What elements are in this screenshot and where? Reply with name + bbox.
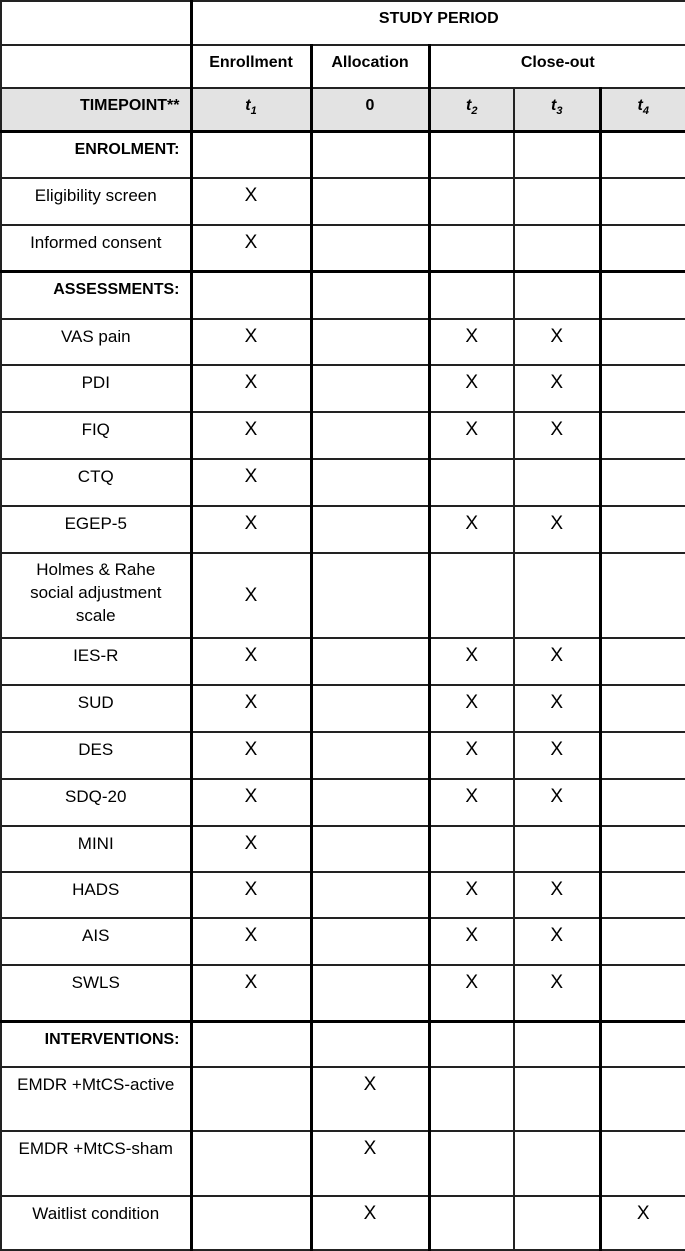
mark-cell: [311, 685, 429, 732]
mark-cell: [311, 779, 429, 826]
mark-cell: [191, 1131, 311, 1196]
mark-cell: [429, 319, 514, 365]
row-label: PDI: [2, 366, 190, 394]
mark-cell: [311, 1196, 429, 1250]
check-mark: X: [431, 320, 514, 348]
empty-cell: [311, 271, 429, 319]
timepoint-0: [311, 88, 429, 131]
check-mark: [602, 966, 685, 971]
mark-cell: [514, 412, 600, 459]
check-mark: [515, 1197, 599, 1202]
mark-cell: [514, 1196, 600, 1250]
table-row: [1, 178, 685, 225]
mark-cell: [191, 872, 311, 918]
check-mark: [313, 686, 428, 691]
row-label: EMDR +MtCS-active: [2, 1068, 190, 1096]
table-row: [1, 685, 685, 732]
check-mark: X: [193, 226, 310, 254]
check-mark: X: [193, 320, 310, 348]
row-label-cell: [1, 412, 191, 459]
mark-cell: [600, 685, 685, 732]
table-row: [1, 918, 685, 965]
mark-cell: [429, 826, 514, 872]
mark-cell: [514, 225, 600, 271]
mark-cell: [600, 638, 685, 685]
check-mark: [313, 413, 428, 418]
check-mark: X: [193, 584, 310, 607]
table-row: [1, 872, 685, 918]
row-label-cell: [1, 506, 191, 553]
timepoint-t3: [514, 88, 600, 131]
mark-cell: [191, 1067, 311, 1131]
row-label-cell: [1, 553, 191, 638]
mark-cell: [514, 826, 600, 872]
row-label: Waitlist condition: [2, 1197, 190, 1225]
mark-cell: [514, 638, 600, 685]
check-mark: X: [193, 507, 310, 535]
check-mark: [515, 460, 599, 465]
check-mark: X: [431, 733, 514, 761]
mark-cell: [429, 553, 514, 638]
timepoint-t4: [600, 88, 685, 131]
empty-cell: [600, 131, 685, 178]
mark-cell: [429, 1196, 514, 1250]
check-mark: X: [431, 966, 514, 994]
check-mark: X: [515, 919, 599, 947]
check-mark: [602, 366, 685, 371]
check-mark: [313, 179, 428, 184]
mark-cell: [311, 365, 429, 412]
mark-cell: [311, 872, 429, 918]
mark-cell: [514, 918, 600, 965]
mark-cell: [600, 965, 685, 1021]
empty-cell: [600, 271, 685, 319]
check-mark: X: [515, 366, 599, 394]
timepoint-base: t: [551, 97, 556, 114]
check-mark: [515, 179, 599, 184]
check-mark: [602, 733, 685, 738]
check-mark: [313, 780, 428, 785]
section-title: ENROLMENT:: [2, 133, 180, 161]
check-mark: X: [431, 413, 514, 441]
check-mark: [602, 460, 685, 465]
check-mark: [431, 1132, 514, 1137]
section-title-cell: [1, 1021, 191, 1067]
timepoint-sub: 4: [643, 105, 649, 117]
mark-cell: [311, 918, 429, 965]
timepoint-sub: 1: [251, 105, 257, 117]
mark-cell: [311, 459, 429, 506]
row-label: EGEP-5: [2, 507, 190, 535]
row-label-cell: [1, 178, 191, 225]
empty-cell: [514, 131, 600, 178]
check-mark: [515, 226, 599, 231]
table-row: [1, 506, 685, 553]
table-row: [1, 1067, 685, 1131]
mark-cell: [191, 225, 311, 271]
check-mark: X: [193, 460, 310, 488]
check-mark: [313, 639, 428, 644]
timepoint-row: [1, 88, 685, 131]
row-label-cell: [1, 918, 191, 965]
check-mark: [602, 226, 685, 231]
phase-close-out: [429, 45, 685, 88]
check-mark: X: [313, 1197, 428, 1225]
timepoint-base: t: [638, 97, 643, 114]
check-mark: [431, 226, 514, 231]
table-row: [1, 732, 685, 779]
check-mark: X: [193, 366, 310, 394]
check-mark: [313, 873, 428, 878]
empty-cell: [429, 271, 514, 319]
empty-cell: [429, 1021, 514, 1067]
row-label: MINI: [2, 827, 190, 855]
row-label: Holmes & Rahe social adjustment scale: [2, 554, 190, 627]
check-mark: [313, 507, 428, 512]
empty-cell: [514, 271, 600, 319]
section-header-enrolment: [1, 131, 685, 178]
mark-cell: [600, 1131, 685, 1196]
check-mark: [602, 873, 685, 878]
row-label: VAS pain: [2, 320, 190, 348]
mark-cell: [514, 965, 600, 1021]
row-label: EMDR +MtCS-sham: [2, 1132, 190, 1160]
mark-cell: [311, 1067, 429, 1131]
mark-cell: [429, 1131, 514, 1196]
mark-cell: [429, 506, 514, 553]
mark-cell: [191, 319, 311, 365]
check-mark: [602, 686, 685, 691]
check-mark: [602, 919, 685, 924]
empty-cell: [191, 271, 311, 319]
mark-cell: [600, 918, 685, 965]
check-mark: [602, 507, 685, 512]
empty-cell: [600, 1021, 685, 1067]
row-label: Informed consent: [2, 226, 190, 254]
mark-cell: [191, 553, 311, 638]
mark-cell: [600, 459, 685, 506]
mark-cell: [429, 779, 514, 826]
mark-cell: [311, 553, 429, 638]
section-title: ASSESSMENTS:: [2, 273, 180, 301]
check-mark: X: [515, 733, 599, 761]
mark-cell: [429, 638, 514, 685]
row-label-cell: [1, 779, 191, 826]
check-mark: X: [515, 966, 599, 994]
mark-cell: [311, 1131, 429, 1196]
row-label-cell: [1, 1131, 191, 1196]
check-mark: X: [602, 1197, 685, 1225]
table-row: [1, 965, 685, 1021]
row-label-cell: [1, 685, 191, 732]
mark-cell: [600, 779, 685, 826]
row-label-cell: [1, 965, 191, 1021]
check-mark: X: [193, 639, 310, 667]
mark-cell: [429, 459, 514, 506]
mark-cell: [429, 872, 514, 918]
mark-cell: [429, 685, 514, 732]
table-row: [1, 779, 685, 826]
empty-cell: [311, 131, 429, 178]
check-mark: X: [515, 320, 599, 348]
empty-cell: [311, 1021, 429, 1067]
timepoint-label: TIMEPOINT**: [2, 89, 180, 117]
check-mark: [193, 1068, 310, 1073]
check-mark: X: [193, 780, 310, 808]
empty-corner-cell: [1, 1, 191, 45]
study-period-header: [191, 1, 685, 45]
check-mark: [602, 1132, 685, 1137]
empty-cell: [429, 131, 514, 178]
check-mark: X: [193, 179, 310, 207]
section-title: INTERVENTIONS:: [2, 1023, 180, 1051]
mark-cell: [191, 965, 311, 1021]
check-mark: [602, 639, 685, 644]
check-mark: [515, 1068, 599, 1073]
check-mark: [602, 320, 685, 325]
check-mark: X: [313, 1132, 428, 1160]
table-row: [1, 412, 685, 459]
check-mark: [313, 366, 428, 371]
row-label-cell: [1, 1067, 191, 1131]
table-row: [1, 459, 685, 506]
check-mark: X: [193, 827, 310, 855]
mark-cell: [600, 178, 685, 225]
check-mark: X: [515, 413, 599, 441]
check-mark: [602, 827, 685, 832]
table-row: [1, 319, 685, 365]
check-mark: [313, 320, 428, 325]
mark-cell: [191, 638, 311, 685]
mark-cell: [191, 685, 311, 732]
row-label-cell: [1, 225, 191, 271]
mark-cell: [429, 412, 514, 459]
check-mark: [602, 780, 685, 785]
row-label-cell: [1, 872, 191, 918]
mark-cell: [514, 553, 600, 638]
table-row: [1, 553, 685, 638]
check-mark: X: [431, 873, 514, 901]
mark-cell: [514, 685, 600, 732]
check-mark: X: [515, 780, 599, 808]
row-label-cell: [1, 638, 191, 685]
check-mark: [431, 1068, 514, 1073]
check-mark: X: [193, 413, 310, 441]
mark-cell: [600, 872, 685, 918]
check-mark: [431, 460, 514, 465]
row-label: SUD: [2, 686, 190, 714]
check-mark: X: [313, 1068, 428, 1096]
mark-cell: [191, 459, 311, 506]
mark-cell: [514, 319, 600, 365]
mark-cell: [600, 319, 685, 365]
check-mark: [515, 1132, 599, 1137]
check-mark: X: [431, 366, 514, 394]
mark-cell: [514, 365, 600, 412]
study-period-row: [1, 1, 685, 45]
mark-cell: [514, 779, 600, 826]
table-row: [1, 225, 685, 271]
mark-cell: [600, 412, 685, 459]
mark-cell: [311, 826, 429, 872]
row-label: HADS: [2, 873, 190, 901]
mark-cell: [311, 178, 429, 225]
empty-cell: [514, 1021, 600, 1067]
row-label-cell: [1, 1196, 191, 1250]
row-label: Eligibility screen: [2, 179, 190, 207]
timepoint-base: 0: [313, 89, 428, 117]
table-row: [1, 1196, 685, 1250]
mark-cell: [514, 178, 600, 225]
row-label: FIQ: [2, 413, 190, 441]
row-label-cell: [1, 732, 191, 779]
phase-label: Allocation: [313, 46, 428, 74]
mark-cell: [429, 178, 514, 225]
row-label-cell: [1, 319, 191, 365]
mark-cell: [600, 553, 685, 638]
mark-cell: [429, 965, 514, 1021]
check-mark: X: [193, 919, 310, 947]
mark-cell: [600, 826, 685, 872]
mark-cell: [429, 1067, 514, 1131]
mark-cell: [191, 779, 311, 826]
mark-cell: [600, 1067, 685, 1131]
row-label: SDQ-20: [2, 780, 190, 808]
section-header-assessments: [1, 271, 685, 319]
mark-cell: [311, 225, 429, 271]
mark-cell: [514, 459, 600, 506]
check-mark: [313, 919, 428, 924]
row-label: AIS: [2, 919, 190, 947]
mark-cell: [311, 638, 429, 685]
check-mark: [313, 966, 428, 971]
mark-cell: [191, 826, 311, 872]
row-label: IES-R: [2, 639, 190, 667]
check-mark: X: [515, 639, 599, 667]
check-mark: X: [193, 873, 310, 901]
mark-cell: [600, 732, 685, 779]
check-mark: X: [431, 686, 514, 714]
mark-cell: [311, 965, 429, 1021]
timepoint-label-cell: [1, 88, 191, 131]
check-mark: X: [431, 507, 514, 535]
mark-cell: [191, 1196, 311, 1250]
check-mark: [602, 413, 685, 418]
timepoint-t2: [429, 88, 514, 131]
timepoint-sub: 3: [556, 105, 562, 117]
table-row: [1, 826, 685, 872]
check-mark: [313, 733, 428, 738]
mark-cell: [429, 918, 514, 965]
mark-cell: [311, 412, 429, 459]
mark-cell: [191, 412, 311, 459]
check-mark: [602, 179, 685, 184]
timepoint-sub: 2: [471, 105, 477, 117]
check-mark: [515, 827, 599, 832]
check-mark: X: [193, 686, 310, 714]
empty-cell: [191, 1021, 311, 1067]
mark-cell: [429, 732, 514, 779]
empty-cell: [191, 131, 311, 178]
check-mark: X: [431, 639, 514, 667]
mark-cell: [311, 319, 429, 365]
phase-row: [1, 45, 685, 88]
row-label: CTQ: [2, 460, 190, 488]
check-mark: X: [515, 686, 599, 714]
section-header-interventions: [1, 1021, 685, 1067]
row-label-cell: [1, 459, 191, 506]
phase-label: Close-out: [431, 46, 685, 74]
check-mark: X: [515, 873, 599, 901]
section-title-cell: [1, 131, 191, 178]
study-period-label: STUDY PERIOD: [193, 2, 685, 30]
check-mark: [313, 460, 428, 465]
row-label: DES: [2, 733, 190, 761]
check-mark: [313, 226, 428, 231]
mark-cell: [191, 918, 311, 965]
timepoint-base: t: [245, 97, 250, 114]
table-row: [1, 1131, 685, 1196]
mark-cell: [514, 872, 600, 918]
check-mark: [193, 1197, 310, 1202]
timepoint-base: t: [466, 97, 471, 114]
check-mark: [602, 1068, 685, 1073]
mark-cell: [514, 1067, 600, 1131]
section-title-cell: [1, 271, 191, 319]
row-label-cell: [1, 826, 191, 872]
mark-cell: [191, 732, 311, 779]
phase-allocation: [311, 45, 429, 88]
table-row: [1, 638, 685, 685]
mark-cell: [191, 178, 311, 225]
row-label: SWLS: [2, 966, 190, 994]
check-mark: [431, 179, 514, 184]
check-mark: X: [193, 733, 310, 761]
check-mark: X: [431, 919, 514, 947]
mark-cell: [514, 1131, 600, 1196]
mark-cell: [600, 506, 685, 553]
mark-cell: [600, 365, 685, 412]
mark-cell: [191, 365, 311, 412]
mark-cell: [429, 225, 514, 271]
mark-cell: [311, 506, 429, 553]
check-mark: X: [431, 780, 514, 808]
check-mark: X: [515, 507, 599, 535]
mark-cell: [600, 225, 685, 271]
empty-phase-cell: [1, 45, 191, 88]
mark-cell: [429, 365, 514, 412]
check-mark: [313, 827, 428, 832]
table-row: [1, 365, 685, 412]
phase-enrollment: [191, 45, 311, 88]
mark-cell: [311, 732, 429, 779]
check-mark: [431, 827, 514, 832]
timepoint-t1: [191, 88, 311, 131]
check-mark: X: [193, 966, 310, 994]
mark-cell: [600, 1196, 685, 1250]
row-label-cell: [1, 365, 191, 412]
check-mark: [431, 1197, 514, 1202]
check-mark: [193, 1132, 310, 1137]
mark-cell: [514, 506, 600, 553]
mark-cell: [191, 506, 311, 553]
phase-label: Enrollment: [193, 46, 310, 74]
mark-cell: [514, 732, 600, 779]
